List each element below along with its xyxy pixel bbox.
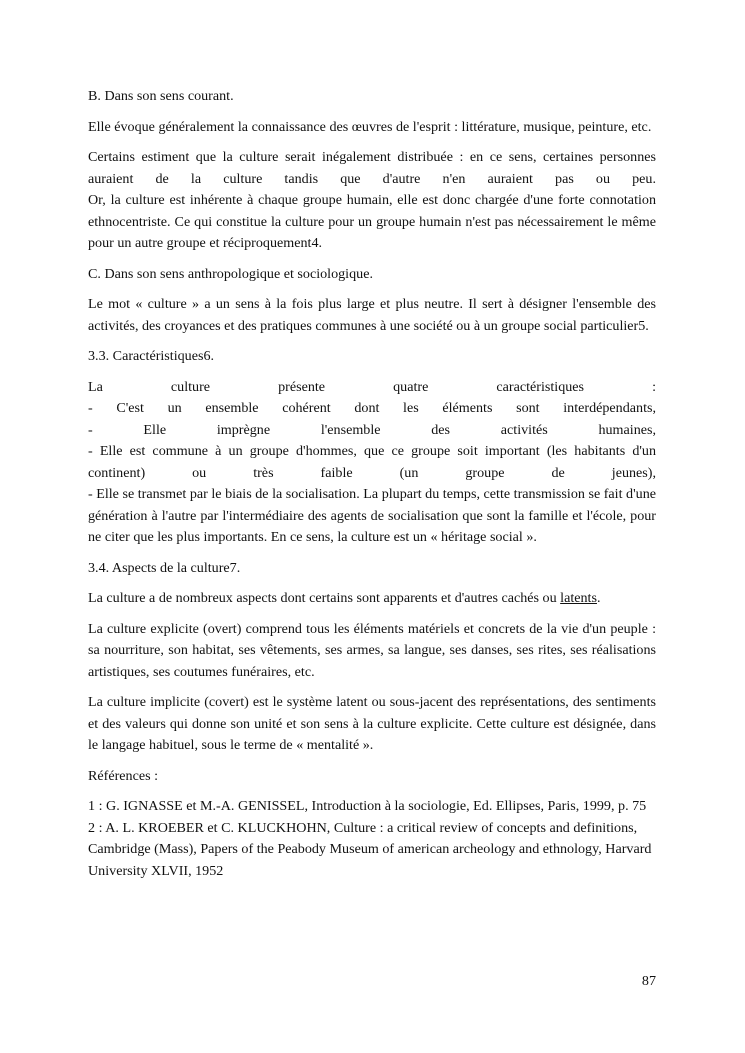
aspects-intro-text: La culture a de nombreux aspects dont certains sont apparents et d'autres cachés ou (88, 590, 561, 606)
aspects-intro (88, 588, 656, 610)
section-b-heading: B. Dans son sens courant. (88, 88, 234, 104)
characteristic-item-4: - Elle se transmet par le biais de la socialisation. La plupart du temps, cette transmission se fait d'une génération à l'autre par l'intermédiaire des agents de socialisation que sont la famille et l'école, pour ne citer que les plus importants. En ce sens, la culture est un « héritage social ». (88, 486, 656, 545)
aspects-heading: 3.4. Aspects de la culture7. (88, 559, 241, 576)
section-b-paragraph-2 (88, 147, 656, 255)
section-b-paragraph-2-rest: Or, la culture est inhérente à chaque groupe humain, elle est donc chargée d'une forte connotation ethnocentriste. Ce qui constitue la culture pour un groupe humain n'est pas nécessairement le même pour un autre groupe et réciproquement4. (88, 192, 656, 251)
reference-2: 2 : A. L. KROEBER et C. KLUCKHOHN, Culture : a critical review of concepts and definitions, Cambridge (Mass), Papers of the Peabody Museum of american archeology and ethnology, Harvard University XLVII, 1952 (88, 819, 652, 879)
section-c-paragraph: Le mot « culture » a un sens à la fois plus large et plus neutre. Il sert à désigner l'ensemble des activités, des croyances et des pratiques communes à une société ou à un groupe social particulier5. (88, 296, 656, 334)
characteristic-item-2: - Elle imprègne l'ensemble des activités humaines, (88, 421, 656, 438)
page-body (88, 86, 656, 882)
explicit-culture-paragraph: La culture explicite (overt) comprend tous les éléments matériels et concrets de la vie d'un peuple : sa nourriture, son habitat, ses vêtements, ses armes, sa langue, ses danses, ses rites, ses réalisations artistiques, ses coutumes funéraires, etc. (88, 620, 656, 680)
characteristics-list (88, 377, 656, 549)
references-list (88, 796, 656, 882)
section-b-paragraph-2-line-2: auraient de la culture tandis que d'autre n'en auraient pas ou peu. (88, 170, 656, 187)
aspects-intro-end: . (596, 590, 601, 606)
section-b-paragraph-1: Elle évoque généralement la connaissance des œuvres de l'esprit : littérature, musique, peinture, etc. (88, 118, 652, 135)
characteristics-intro: La culture présente quatre caractéristiques : (88, 378, 656, 395)
characteristic-item-3-line-1: - Elle est commune à un groupe d'hommes, que ce groupe soit important (les habitants d'un (88, 443, 656, 459)
section-c-heading: C. Dans son sens anthropologique et sociologique. (88, 265, 373, 282)
references-heading: Références : (88, 767, 159, 784)
characteristics-heading: 3.3. Caractéristiques6. (88, 348, 215, 364)
page-number: 87 (641, 973, 656, 989)
latents-link[interactable]: latents (560, 590, 597, 606)
characteristic-item-3-line-2: continent) ou très faible (un groupe de jeunes), (88, 464, 656, 481)
section-b-paragraph-2-line-1: Certains estiment que la culture serait inégalement distribuée : en ce sens, certaines personnes (88, 149, 656, 165)
characteristic-item-1: - C'est un ensemble cohérent dont les éléments sont interdépendants, (88, 400, 656, 416)
implicit-culture-paragraph: La culture implicite (covert) est le système latent ou sous-jacent des représentations, des sentiments et des valeurs qui donne son unité et son sens à la culture explicite. Cette culture est désignée, dans le langage habituel, sous le terme de « mentalité ». (88, 694, 656, 753)
reference-1: 1 : G. IGNASSE et M.-A. GENISSEL, Introduction à la sociologie, Ed. Ellipses, Paris, 1999, p. 75 (88, 798, 647, 814)
